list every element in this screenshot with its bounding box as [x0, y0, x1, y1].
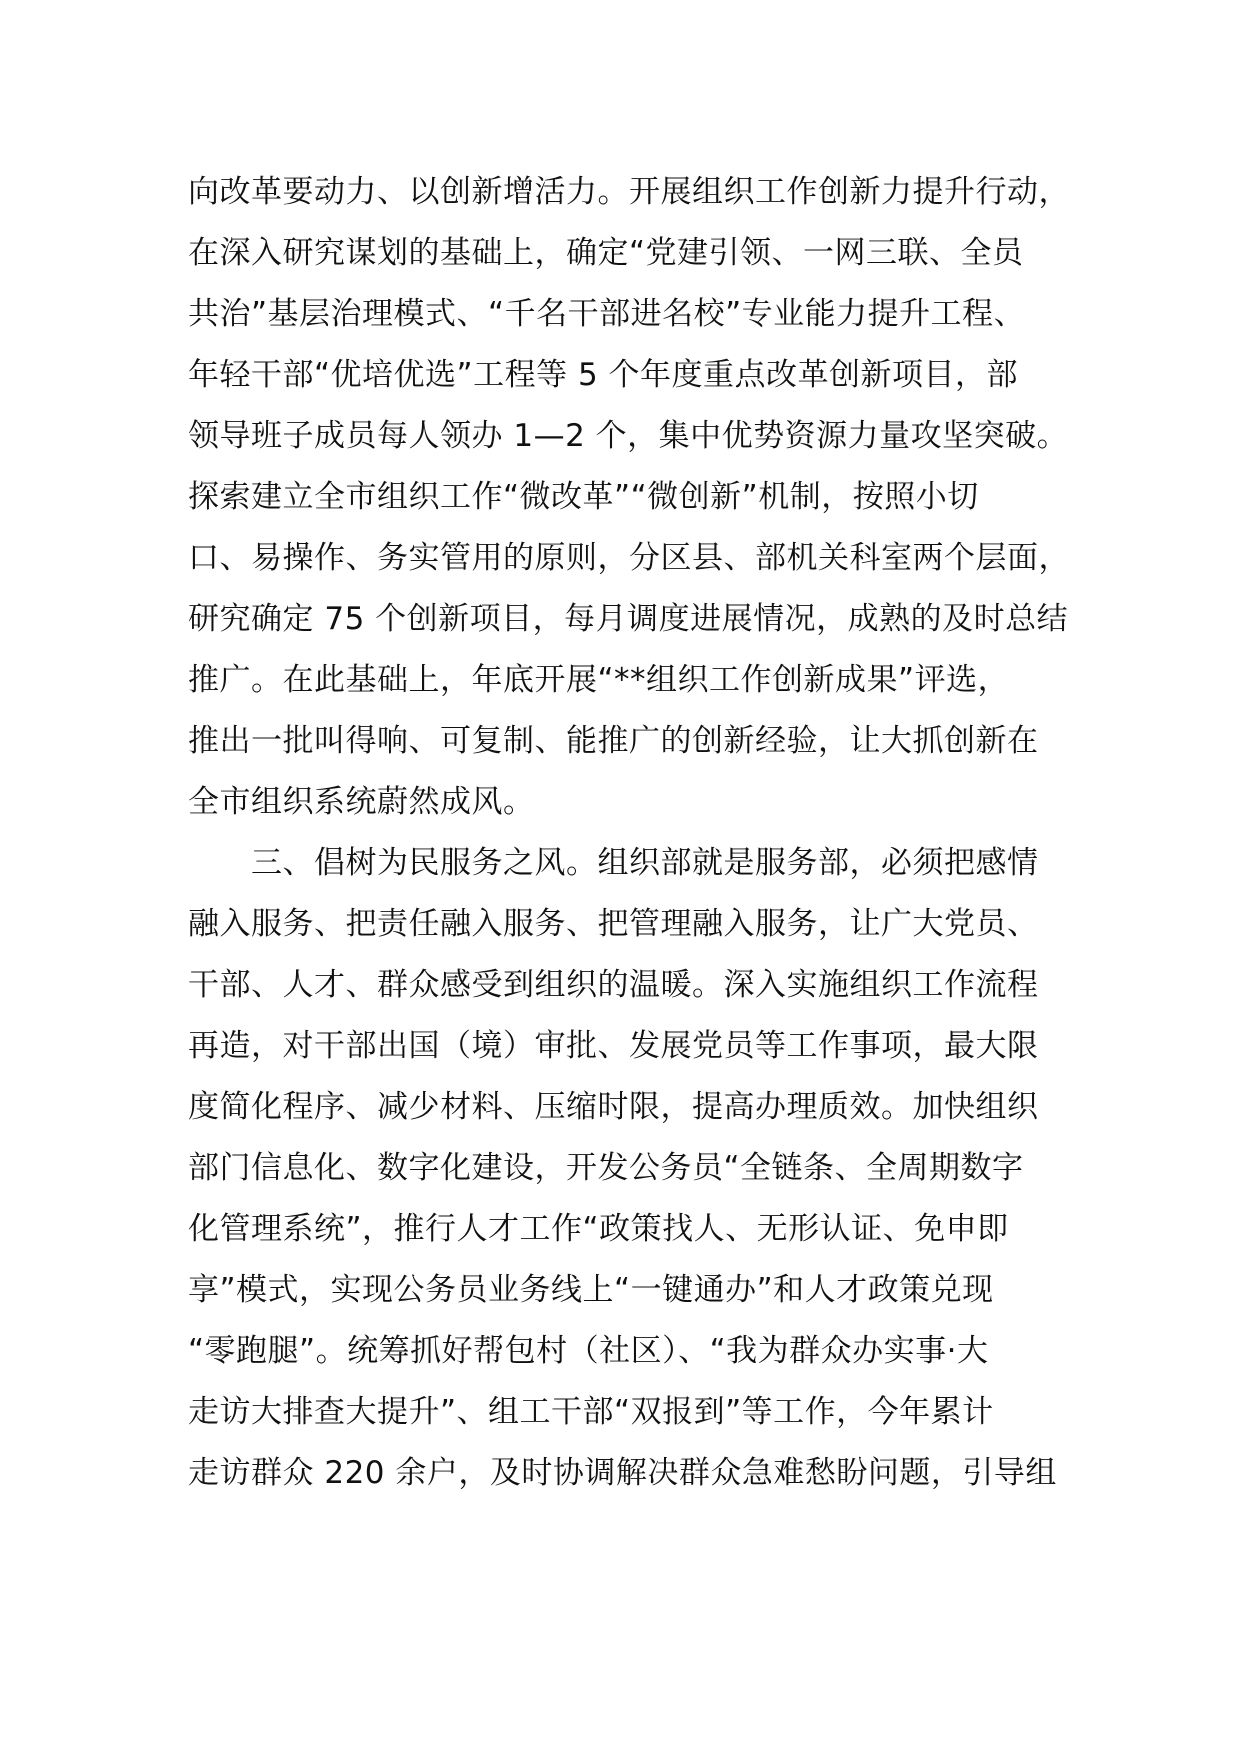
text-line: 化管理系统”，推行人才工作“政策找人、无形认证、免申即 — [188, 1211, 1009, 1247]
section-heading-line: 三、倡树为民服务之风。组织部就是服务部，必须把感情 — [188, 845, 1039, 881]
text-line: 融入服务、把责任融入服务、把管理融入服务，让广大党员、 — [188, 906, 1039, 942]
text-line: 推出一批叫得响、可复制、能推广的创新经验，让大抓创新在 — [188, 723, 1039, 759]
text-line: 口、易操作、务实管用的原则，分区县、部机关科室两个层面， — [188, 540, 1070, 576]
text-line: 享”模式，实现公务员业务线上“一键通办”和人才政策兑现 — [188, 1272, 994, 1308]
text-line: 推广。在此基础上，年底开展“**组织工作创新成果”评选， — [188, 662, 1010, 698]
text-line: 走访群众 220 余户，及时协调解决群众急难愁盼问题，引导组 — [188, 1455, 1057, 1491]
text-line: 度简化程序、减少材料、压缩时限，提高办理质效。加快组织 — [188, 1089, 1039, 1125]
text-line: 年轻干部“优培优选”工程等 5 个年度重点改革创新项目，部 — [188, 357, 1019, 393]
text-line: 领导班子成员每人领办 1—2 个，集中优势资源力量攻坚突破。 — [188, 418, 1069, 454]
text-line: 走访大排查大提升”、组工干部“双报到”等工作，今年累计 — [188, 1394, 994, 1430]
text-line: 部门信息化、数字化建设，开发公务员“全链条、全周期数字 — [188, 1150, 1024, 1186]
text-line: 在深入研究谋划的基础上，确定“党建引领、一网三联、全员 — [188, 235, 1024, 271]
text-line: 干部、人才、群众感受到组织的温暖。深入实施组织工作流程 — [188, 967, 1039, 1003]
text-line: 探索建立全市组织工作“微改革”“微创新”机制，按照小切 — [188, 479, 979, 515]
text-line: “零跑腿”。统筹抓好帮包村（社区）、“我为群众办实事·大 — [188, 1333, 989, 1369]
text-line: 全市组织系统蔚然成风。 — [188, 784, 535, 820]
text-line: 再造，对干部出国（境）审批、发展党员等工作事项，最大限 — [188, 1028, 1039, 1064]
text-line: 向改革要动力、以创新增活力。开展组织工作创新力提升行动， — [188, 174, 1070, 210]
text-line: 共治”基层治理模式、“千名干部进名校”专业能力提升工程、 — [188, 296, 1026, 332]
text-line: 研究确定 75 个创新项目，每月调度进展情况，成熟的及时总结 — [188, 601, 1069, 637]
